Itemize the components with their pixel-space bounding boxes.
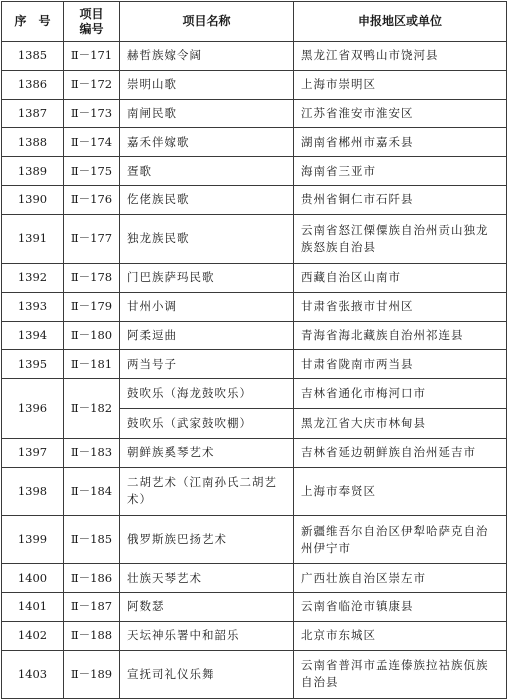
cell-name: 俄罗斯族巴扬艺术	[120, 515, 294, 563]
cell-seq: 1388	[2, 128, 64, 157]
cell-name: 赫哲族嫁令阔	[120, 42, 294, 71]
cell-name: 门巴族萨玛民歌	[120, 264, 294, 293]
table-row	[2, 264, 507, 293]
cell-code: Ⅱ－182	[64, 379, 120, 439]
table-row	[2, 515, 507, 563]
cell-region: 湖南省郴州市嘉禾县	[294, 128, 507, 157]
cell-seq: 1403	[2, 650, 64, 698]
cell-name: 阿数瑟	[120, 592, 294, 621]
cell-code: Ⅱ－187	[64, 592, 120, 621]
header-seq: 序 号	[2, 2, 64, 42]
cell-region: 云南省怒江傈僳族自治州贡山独龙族怒族自治县	[294, 214, 507, 263]
table-row	[2, 438, 507, 467]
cell-region: 江苏省淮安市淮安区	[294, 99, 507, 128]
cell-code: Ⅱ－175	[64, 157, 120, 186]
table-row	[2, 99, 507, 128]
cell-code: Ⅱ－178	[64, 264, 120, 293]
cell-seq: 1395	[2, 350, 64, 379]
cell-name: 阿柔逗曲	[120, 321, 294, 350]
cell-region: 云南省临沧市镇康县	[294, 592, 507, 621]
header-name: 项目名称	[120, 2, 294, 42]
cell-region: 吉林省通化市梅河口市	[294, 379, 507, 409]
cell-code: Ⅱ－185	[64, 515, 120, 563]
cell-seq: 1391	[2, 214, 64, 263]
table-row	[2, 621, 507, 650]
cell-name: 天坛神乐署中和韶乐	[120, 621, 294, 650]
cell-seq: 1398	[2, 467, 64, 515]
cell-seq: 1389	[2, 157, 64, 186]
cell-code: Ⅱ－176	[64, 185, 120, 214]
cell-region-secondary: 黑龙江省大庆市林甸县	[294, 408, 507, 438]
cell-name: 宣抚司礼仪乐舞	[120, 650, 294, 698]
cell-code: Ⅱ－177	[64, 214, 120, 263]
cell-code: Ⅱ－184	[64, 467, 120, 515]
cell-seq: 1402	[2, 621, 64, 650]
cell-seq: 1392	[2, 264, 64, 293]
cell-region: 青海省海北藏族自治州祁连县	[294, 321, 507, 350]
cell-code: Ⅱ－173	[64, 99, 120, 128]
cell-region: 甘肃省陇南市两当县	[294, 350, 507, 379]
cell-name: 壮族天琴艺术	[120, 564, 294, 593]
cell-region: 上海市奉贤区	[294, 467, 507, 515]
cell-name: 南闸民歌	[120, 99, 294, 128]
cell-name-secondary: 鼓吹乐（武家鼓吹棚）	[120, 408, 294, 438]
cell-code: Ⅱ－188	[64, 621, 120, 650]
table-header-row	[2, 2, 507, 42]
cell-name: 甘州小调	[120, 292, 294, 321]
cell-code: Ⅱ－186	[64, 564, 120, 593]
cell-seq: 1387	[2, 99, 64, 128]
table-row	[2, 564, 507, 593]
cell-seq: 1401	[2, 592, 64, 621]
cell-code: Ⅱ－189	[64, 650, 120, 698]
cell-seq: 1397	[2, 438, 64, 467]
cell-code: Ⅱ－180	[64, 321, 120, 350]
cell-region: 新疆维吾尔自治区伊犁哈萨克自治州伊宁市	[294, 515, 507, 563]
cell-seq: 1390	[2, 185, 64, 214]
cell-name: 崇明山歌	[120, 70, 294, 99]
cell-region: 海南省三亚市	[294, 157, 507, 186]
cell-region: 吉林省延边朝鲜族自治州延吉市	[294, 438, 507, 467]
cell-name: 鼓吹乐（海龙鼓吹乐）	[120, 379, 294, 409]
table-row	[2, 70, 507, 99]
table-row	[2, 42, 507, 71]
cell-code: Ⅱ－171	[64, 42, 120, 71]
table-row	[2, 592, 507, 621]
cell-seq: 1396	[2, 379, 64, 439]
cell-name: 两当号子	[120, 350, 294, 379]
cell-region: 黑龙江省双鸭山市饶河县	[294, 42, 507, 71]
table-row	[2, 185, 507, 214]
cell-region: 北京市东城区	[294, 621, 507, 650]
cell-seq: 1394	[2, 321, 64, 350]
cell-code: Ⅱ－181	[64, 350, 120, 379]
cell-name: 嘉禾伴嫁歌	[120, 128, 294, 157]
header-code-line2: 编号	[79, 21, 104, 36]
table-row	[2, 128, 507, 157]
table-row	[2, 350, 507, 379]
header-region: 申报地区或单位	[294, 2, 507, 42]
cell-code: Ⅱ－183	[64, 438, 120, 467]
cell-name: 二胡艺术（江南孙氏二胡艺术）	[120, 467, 294, 515]
cell-code: Ⅱ－179	[64, 292, 120, 321]
table-row	[2, 321, 507, 350]
cell-region: 贵州省铜仁市石阡县	[294, 185, 507, 214]
cell-name: 独龙族民歌	[120, 214, 294, 263]
table-row	[2, 157, 507, 186]
cell-seq: 1385	[2, 42, 64, 71]
table-row	[2, 467, 507, 515]
table-row	[2, 379, 507, 409]
cell-region: 广西壮族自治区崇左市	[294, 564, 507, 593]
cell-seq: 1399	[2, 515, 64, 563]
cell-region: 甘肃省张掖市甘州区	[294, 292, 507, 321]
cell-region: 云南省普洱市孟连傣族拉祜族佤族自治县	[294, 650, 507, 698]
cell-seq: 1400	[2, 564, 64, 593]
table-row	[2, 292, 507, 321]
cell-name: 朝鲜族奚琴艺术	[120, 438, 294, 467]
heritage-list-table	[1, 1, 507, 699]
table-row	[2, 214, 507, 263]
cell-name: 疍歌	[120, 157, 294, 186]
cell-code: Ⅱ－174	[64, 128, 120, 157]
cell-region: 西藏自治区山南市	[294, 264, 507, 293]
header-code-line1: 项目	[79, 6, 104, 21]
cell-seq: 1386	[2, 70, 64, 99]
cell-region: 上海市崇明区	[294, 70, 507, 99]
cell-name: 仡佬族民歌	[120, 185, 294, 214]
cell-code: Ⅱ－172	[64, 70, 120, 99]
header-code	[64, 2, 120, 42]
cell-seq: 1393	[2, 292, 64, 321]
table-row	[2, 650, 507, 698]
